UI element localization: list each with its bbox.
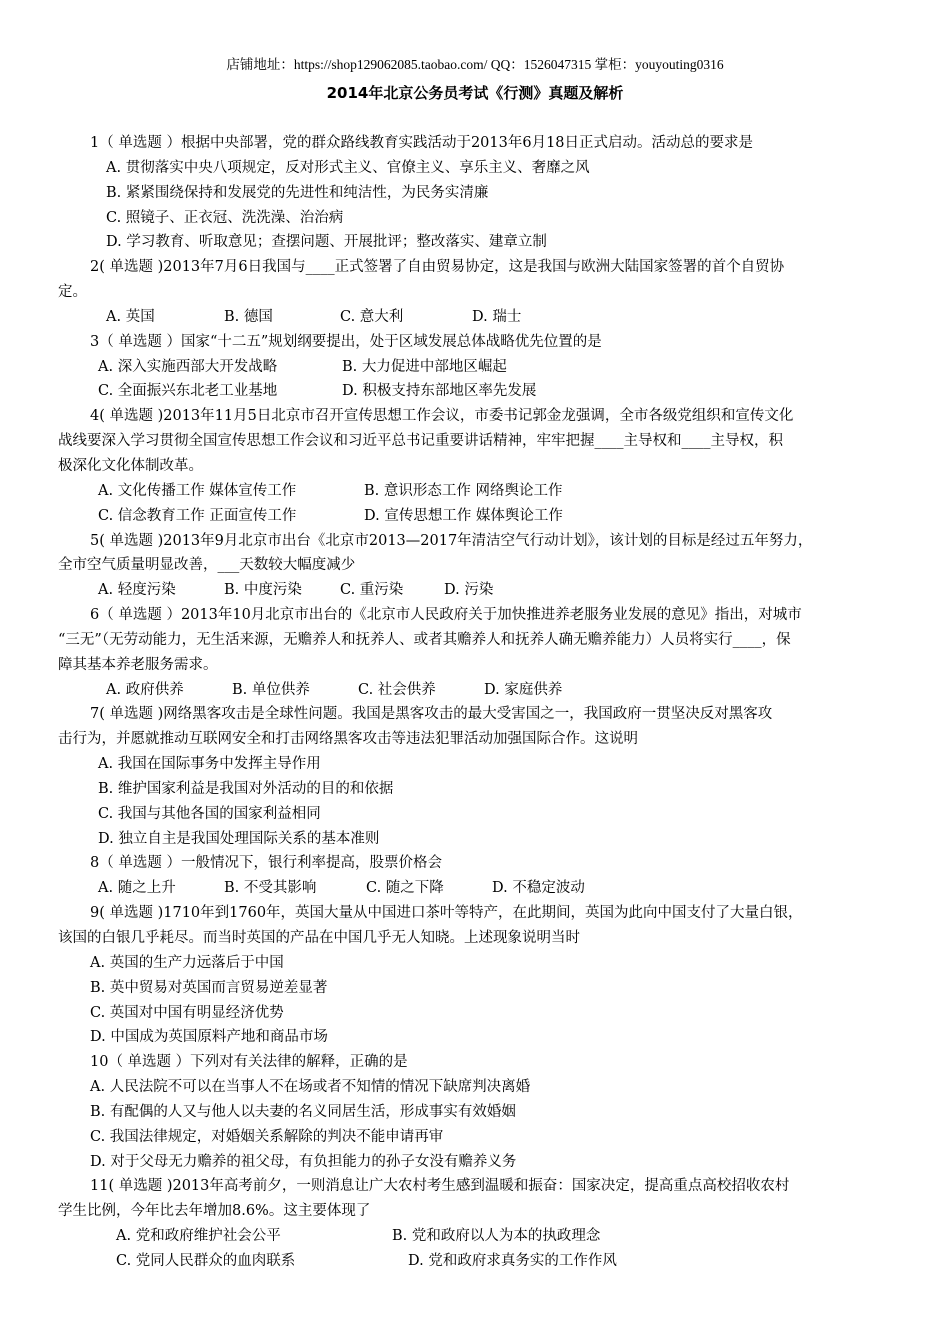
question-3-option-c: C. 全面振兴东北老工业基地 bbox=[98, 383, 278, 400]
question-3-option-b: B. 大力促进中部地区崛起 bbox=[342, 358, 507, 375]
question-7-option-b: B. 维护国家利益是我国对外活动的目的和依据 bbox=[98, 780, 394, 797]
question-1-option-a: A. 贯彻落实中央八项规定，反对形式主义、官僚主义、享乐主义、奢靡之风 bbox=[106, 159, 590, 176]
question-5-option-d: D. 污染 bbox=[444, 582, 494, 599]
question-9-line-2: 该国的白银几乎耗尽。而当时英国的产品在中国几乎无人知晓。上述现象说明当时 bbox=[58, 930, 580, 946]
question-10-option-a: A. 人民法院不可以在当事人不在场或者不知情的情况下缺席判决离婚 bbox=[90, 1079, 531, 1096]
question-4-line-3: 极深化文化体制改革。 bbox=[58, 457, 203, 474]
question-4-options-row-1 bbox=[58, 479, 894, 504]
question-6-line-1: 6（ 单选题 ）2013年10月北京市出台的《北京市人民政府关于加快推进养老服务业发展的意见》指出，对城市 bbox=[90, 607, 802, 624]
question-8-options bbox=[58, 876, 894, 901]
question-11-option-c: C. 党同人民群众的血肉联系 bbox=[116, 1252, 296, 1269]
question-1-option-b: B. 紧紧围绕保持和发展党的先进性和纯洁性，为民务实清廉 bbox=[106, 184, 489, 201]
question-6-line-2: “三无”（无劳动能力，无生活来源，无赡养人和抚养人、或者其赡养人和抚养人确无赡养能力）人员将实行____，保 bbox=[58, 631, 791, 648]
question-8-option-b: B. 不受其影响 bbox=[224, 880, 317, 897]
question-11-options-row-1 bbox=[58, 1224, 894, 1249]
question-11-line-1: 11( 单选题 )2013年高考前夕，一则消息让广大农村考生感到温暖和振奋：国家决定，提高重点高校招收农村 bbox=[90, 1178, 790, 1195]
question-11-option-d: D. 党和政府求真务实的工作作风 bbox=[408, 1252, 617, 1269]
question-6-line-3: 障其基本养老服务需求。 bbox=[58, 656, 218, 673]
question-2-option-a: A. 英国 bbox=[106, 308, 155, 325]
question-4-option-a: A. 文化传播工作 媒体宣传工作 bbox=[98, 482, 297, 499]
question-1-option-c: C. 照镜子、正衣冠、洗洗澡、治治病 bbox=[106, 209, 344, 226]
question-2-option-d: D. 瑞士 bbox=[472, 308, 522, 325]
question-4-option-d: D. 宣传思想工作 媒体舆论工作 bbox=[364, 507, 563, 524]
question-7-option-c: C. 我国与其他各国的国家利益相同 bbox=[98, 805, 321, 822]
question-11-option-b: B. 党和政府以人为本的执政理念 bbox=[392, 1228, 601, 1245]
question-6-option-b: B. 单位供养 bbox=[232, 681, 310, 698]
question-5-line-1: 5( 单选题 )2013年9月北京市出台《北京市2013—2017年清洁空气行动计划》，该计划的目标是经过五年努力， bbox=[90, 532, 813, 549]
question-8-option-d: D. 不稳定波动 bbox=[492, 880, 585, 897]
question-6-option-c: C. 社会供养 bbox=[358, 681, 436, 698]
question-5-options bbox=[58, 578, 894, 603]
question-11-option-a: A. 党和政府维护社会公平 bbox=[116, 1228, 281, 1245]
question-1-option-d: D. 学习教育、听取意见；查摆问题、开展批评；整改落实、建章立制 bbox=[106, 234, 547, 251]
question-7-line-2: 击行为，并愿就推动互联网安全和打击网络黑客攻击等违法犯罪活动加强国际合作。这说明 bbox=[58, 731, 638, 748]
question-9-option-b: B. 英中贸易对英国而言贸易逆差显著 bbox=[90, 979, 328, 996]
question-10-option-b: B. 有配偶的人又与他人以夫妻的名义同居生活，形成事实有效婚姻 bbox=[90, 1103, 516, 1120]
question-8-line-1: 8（ 单选题 ）一般情况下，银行利率提高，股票价格会 bbox=[90, 855, 442, 872]
question-9-option-a: A. 英国的生产力远落后于中国 bbox=[90, 954, 284, 971]
question-10-option-d: D. 对于父母无力赡养的祖父母，有负担能力的孙子女没有赡养义务 bbox=[90, 1153, 517, 1170]
question-9-line-1: 9( 单选题 )1710年到1760年，英国大量从中国进口茶叶等特产，在此期间，英国为此向中国支付了大量白银， bbox=[90, 905, 803, 922]
question-4-options-row-2 bbox=[58, 504, 894, 529]
question-7-option-a: A. 我国在国际事务中发挥主导作用 bbox=[98, 756, 321, 773]
store-header: 店铺地址：https://shop129062085.taobao.com/ QQ：1526047315 掌柜：youyouting0316 bbox=[226, 57, 724, 72]
question-2-line-1: 2( 单选题 )2013年7月6日我国与____正式签署了自由贸易协定，这是我国与欧洲大陆国家签署的首个自贸协 bbox=[90, 259, 785, 276]
question-10-line-1: 10（ 单选题 ）下列对有关法律的解释，正确的是 bbox=[90, 1054, 408, 1071]
question-5-option-b: B. 中度污染 bbox=[224, 582, 302, 599]
question-6-option-d: D. 家庭供养 bbox=[484, 681, 563, 698]
question-5-option-a: A. 轻度污染 bbox=[98, 582, 176, 599]
question-6-options bbox=[58, 678, 894, 703]
question-3-option-d: D. 积极支持东部地区率先发展 bbox=[342, 383, 537, 400]
question-3-line-1: 3（ 单选题 ）国家“十二五”规划纲要提出，处于区域发展总体战略优先位置的是 bbox=[90, 333, 602, 350]
question-2-options bbox=[58, 305, 894, 330]
question-6-option-a: A. 政府供养 bbox=[106, 681, 184, 698]
question-3-options-row-1 bbox=[58, 355, 894, 380]
question-list bbox=[58, 131, 894, 1274]
question-4-line-2: 战线要深入学习贯彻全国宣传思想工作会议和习近平总书记重要讲话精神，牢牢把握____主导权和____主导权，积 bbox=[58, 433, 783, 450]
question-3-options-row-2 bbox=[58, 379, 894, 404]
question-9-option-c: C. 英国对中国有明显经济优势 bbox=[90, 1004, 284, 1021]
page-title: 2014年北京公务员考试《行测》真题及解析 bbox=[326, 84, 624, 102]
question-7-option-d: D. 独立自主是我国处理国际关系的基本准则 bbox=[98, 830, 380, 847]
question-11-options-row-2 bbox=[58, 1249, 894, 1274]
question-10-option-c: C. 我国法律规定，对婚姻关系解除的判决不能申请再审 bbox=[90, 1128, 444, 1145]
question-8-option-a: A. 随之上升 bbox=[98, 880, 176, 897]
question-4-option-c: C. 信念教育工作 正面宣传工作 bbox=[98, 507, 297, 524]
question-3-option-a: A. 深入实施西部大开发战略 bbox=[98, 358, 278, 375]
question-2-option-b: B. 德国 bbox=[224, 308, 273, 325]
question-2-option-c: C. 意大利 bbox=[340, 308, 404, 325]
question-4-line-1: 4( 单选题 )2013年11月5日北京市召开宣传思想工作会议，市委书记郭金龙强调，全市各级党组织和宣传文化 bbox=[90, 408, 794, 425]
question-1-line-1: 1（ 单选题 ）根据中央部署，党的群众路线教育实践活动于2013年6月18日正式启动。活动总的要求是 bbox=[90, 135, 754, 151]
question-5-line-2: 全市空气质量明显改善，___天数较大幅度减少 bbox=[58, 557, 356, 574]
question-5-option-c: C. 重污染 bbox=[340, 582, 404, 599]
question-7-line-1: 7( 单选题 )网络黑客攻击是全球性问题。我国是黑客攻击的最大受害国之一，我国政府一贯坚决反对黑客攻 bbox=[90, 706, 773, 723]
question-11-line-2: 学生比例，今年比去年增加8.6%。这主要体现了 bbox=[58, 1203, 371, 1220]
question-2-line-2: 定。 bbox=[58, 284, 87, 301]
question-9-option-d: D. 中国成为英国原料产地和商品市场 bbox=[90, 1029, 328, 1046]
question-4-option-b: B. 意识形态工作 网络舆论工作 bbox=[364, 482, 563, 499]
question-8-option-c: C. 随之下降 bbox=[366, 880, 444, 897]
